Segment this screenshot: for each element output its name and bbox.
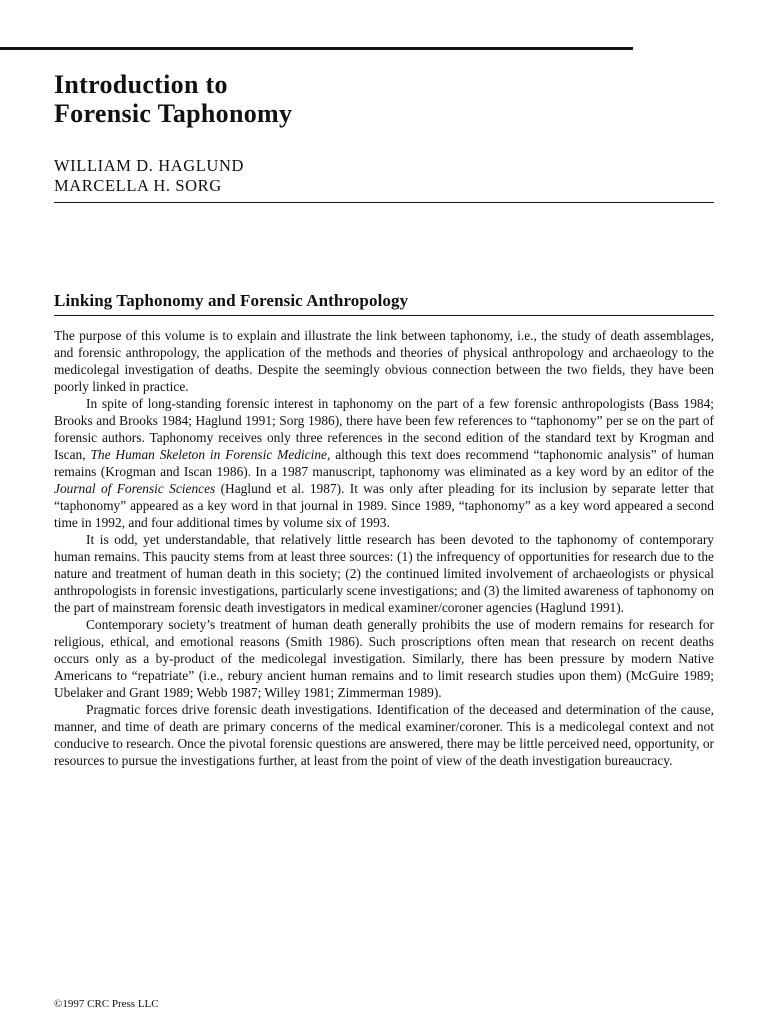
top-rule (0, 47, 633, 50)
journal-title: Journal of Forensic Sciences (54, 481, 216, 496)
book-title: The Human Skeleton in Forensic Medicine (90, 447, 327, 462)
paragraph: It is odd, yet understandable, that relatively little research has been devoted to the taphonomy of contemporary human remains. This paucity stems from at least three sources: (1) the infrequency of opportunities for research due to the nature and treatment of human death in this society; (2) the continued limited involvement of archaeologists or physical anthropologists in forensic investigations, particularly scene investigations; and (3) the limited awareness of taphonomy on the part of mainstream forensic death investigators in medical examiner/coroner agencies (Haglund 1991). (54, 532, 714, 615)
section-heading: Linking Taphonomy and Forensic Anthropology (54, 291, 409, 310)
paragraph-text: , although this text does recommend “taphonomic analysis” of human remains (Krogman and Iscan 1986). In a 1987 manuscript, taphonomy was eliminated as a key word by an editor of the (54, 447, 714, 479)
chapter-title-line-1: Introduction to (54, 70, 228, 99)
paragraph-text: In spite of long-standing forensic interest in taphonomy on the part of a few forensic anthropologists (Bass 1984; Brooks and Brooks 1984; Haglund 1991; Sorg 1986), there have been few references to “taphonomy” per se on the part of forensic authors. Taphonomy receives only three references in the second edition of the standard text by Krogman and Iscan, (54, 396, 714, 462)
body-text (54, 327, 714, 769)
paragraph (54, 395, 714, 531)
section-divider (54, 315, 714, 316)
author-name: MARCELLA H. SORG (54, 176, 222, 195)
author-list (54, 156, 244, 196)
paragraph: Pragmatic forces drive forensic death investigations. Identification of the deceased and determination of the cause, manner, and time of death are primary concerns of the medical examiner/coroner. This is a medicolegal context and not conducive to research. Once the pivotal forensic questions are answered, there may be little perceived need, opportunity, or resources to pursue the investigations further, at least from the point of view of the death investigation bureaucracy. (54, 702, 714, 768)
chapter-title (54, 70, 292, 128)
paragraph-text: (Haglund et al. 1987). It was only after pleading for its inclusion by separate letter that “taphonomy” appeared as a key word in that journal in 1989. Since 1989, “taphonomy” as a key word appeared a second time in 1992, and four additional times by volume six of 1993. (54, 481, 714, 530)
paragraph: Contemporary society’s treatment of human death generally prohibits the use of modern remains for research for religious, ethical, and emotional reasons (Smith 1986). Such proscriptions often mean that research on recent deaths occurs only as a by-product of the medicolegal investigation. Similarly, there has been pressure by modern Native Americans to “repatriate” (i.e., rebury ancient human remains and to limit research studies upon them) (McGuire 1989; Ubelaker and Grant 1989; Webb 1987; Willey 1981; Zimmerman 1989). (54, 617, 714, 700)
paragraph: The purpose of this volume is to explain and illustrate the link between taphonomy, i.e., the study of death assemblages, and forensic anthropology, the application of the methods and theories of physical anthropology and archaeology to the medicolegal investigation of deaths. Despite the seemingly obvious connection between the two fields, they have been poorly linked in practice. (54, 328, 714, 394)
author-name: WILLIAM D. HAGLUND (54, 156, 244, 175)
author-divider (54, 202, 714, 203)
copyright-notice: ©1997 CRC Press LLC (54, 998, 159, 1010)
chapter-title-line-2: Forensic Taphonomy (54, 99, 293, 128)
